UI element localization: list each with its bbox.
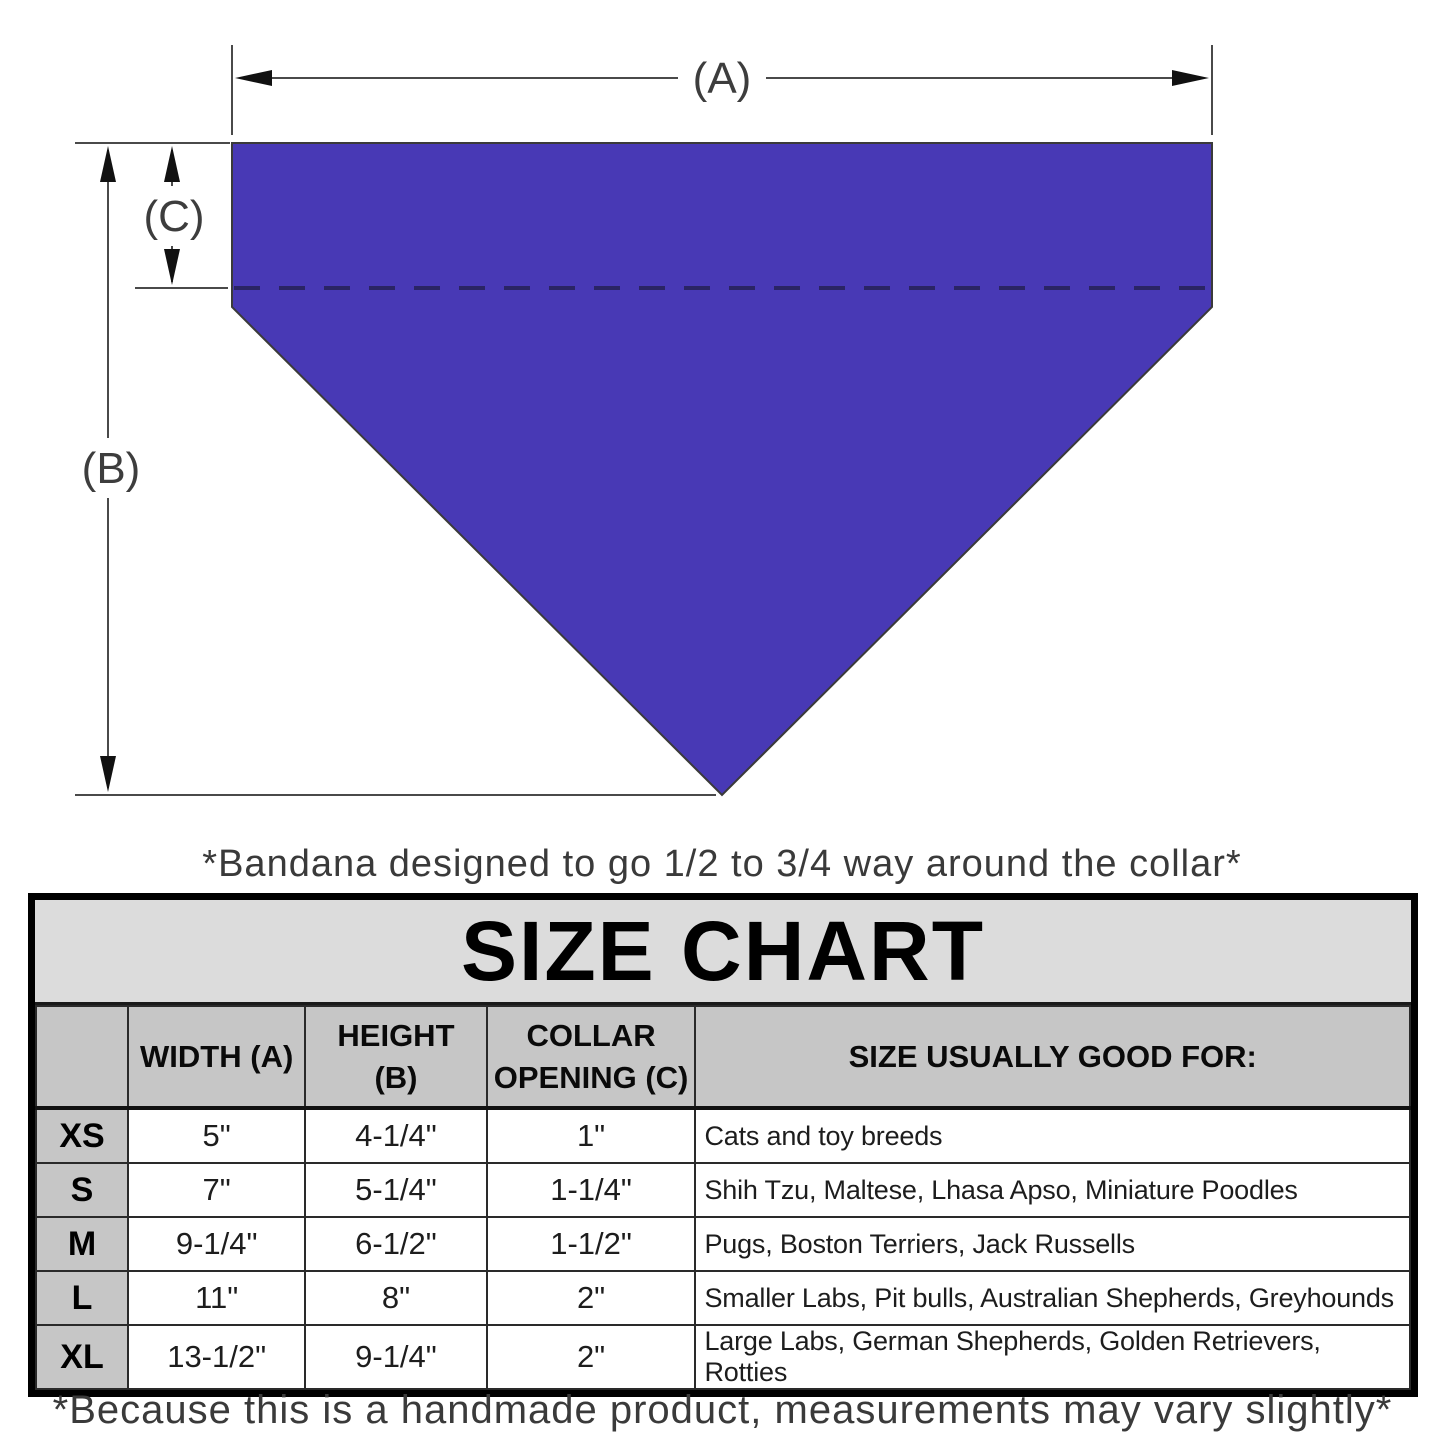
good-for-value: Smaller Labs, Pit bulls, Australian Shepherds, Greyhounds xyxy=(695,1271,1410,1325)
size-label: XS xyxy=(36,1108,128,1163)
height-value: 5-1/4" xyxy=(305,1163,486,1217)
handmade-footnote: *Because this is a handmade product, measurements may vary slightly* xyxy=(52,1388,1393,1432)
col-header-size xyxy=(36,1006,128,1108)
width-value: 11" xyxy=(128,1271,305,1325)
col-header-collar: COLLAR OPENING (C) xyxy=(487,1006,696,1108)
arrow-down-icon xyxy=(164,249,180,285)
size-label: XL xyxy=(36,1325,128,1389)
arrow-left-icon xyxy=(235,70,272,86)
height-value: 9-1/4" xyxy=(305,1325,486,1389)
collar-value: 1" xyxy=(487,1108,696,1163)
bandana-shape xyxy=(232,143,1212,795)
col-header-height: HEIGHT (B) xyxy=(305,1006,486,1108)
collar-value: 2" xyxy=(487,1271,696,1325)
table-row-xs xyxy=(36,1108,1410,1163)
height-value: 6-1/2" xyxy=(305,1217,486,1271)
dimension-b-label: (B) xyxy=(81,444,141,493)
collar-value: 1-1/4" xyxy=(487,1163,696,1217)
collar-value: 1-1/2" xyxy=(487,1217,696,1271)
table-row-m xyxy=(36,1217,1410,1271)
arrow-down-icon xyxy=(100,756,116,792)
good-for-value: Large Labs, German Shepherds, Golden Retrievers, Rotties xyxy=(695,1325,1410,1389)
arrow-up-icon xyxy=(100,146,116,182)
arrow-right-icon xyxy=(1172,70,1209,86)
size-chart-table xyxy=(35,1005,1411,1390)
arrow-up-icon xyxy=(164,146,180,182)
good-for-value: Shih Tzu, Maltese, Lhasa Apso, Miniature Poodles xyxy=(695,1163,1410,1217)
table-row-l xyxy=(36,1271,1410,1325)
size-chart xyxy=(28,893,1418,1397)
size-label: M xyxy=(36,1217,128,1271)
col-header-width: WIDTH (A) xyxy=(128,1006,305,1108)
width-value: 5" xyxy=(128,1108,305,1163)
collar-value: 2" xyxy=(487,1325,696,1389)
size-chart-title: SIZE CHART xyxy=(35,900,1411,1005)
height-value: 4-1/4" xyxy=(305,1108,486,1163)
collar-note: *Bandana designed to go 1/2 to 3/4 way around the collar* xyxy=(202,843,1242,885)
size-label: S xyxy=(36,1163,128,1217)
good-for-value: Pugs, Boston Terriers, Jack Russells xyxy=(695,1217,1410,1271)
col-header-good-for: SIZE USUALLY GOOD FOR: xyxy=(695,1006,1410,1108)
good-for-value: Cats and toy breeds xyxy=(695,1108,1410,1163)
width-value: 13-1/2" xyxy=(128,1325,305,1389)
dimension-a-label: (A) xyxy=(692,54,752,103)
height-value: 8" xyxy=(305,1271,486,1325)
header-row xyxy=(36,1006,1410,1108)
table-row-s xyxy=(36,1163,1410,1217)
width-value: 9-1/4" xyxy=(128,1217,305,1271)
table-row-xl xyxy=(36,1325,1410,1389)
size-label: L xyxy=(36,1271,128,1325)
width-value: 7" xyxy=(128,1163,305,1217)
dimension-c-label: (C) xyxy=(143,192,205,241)
